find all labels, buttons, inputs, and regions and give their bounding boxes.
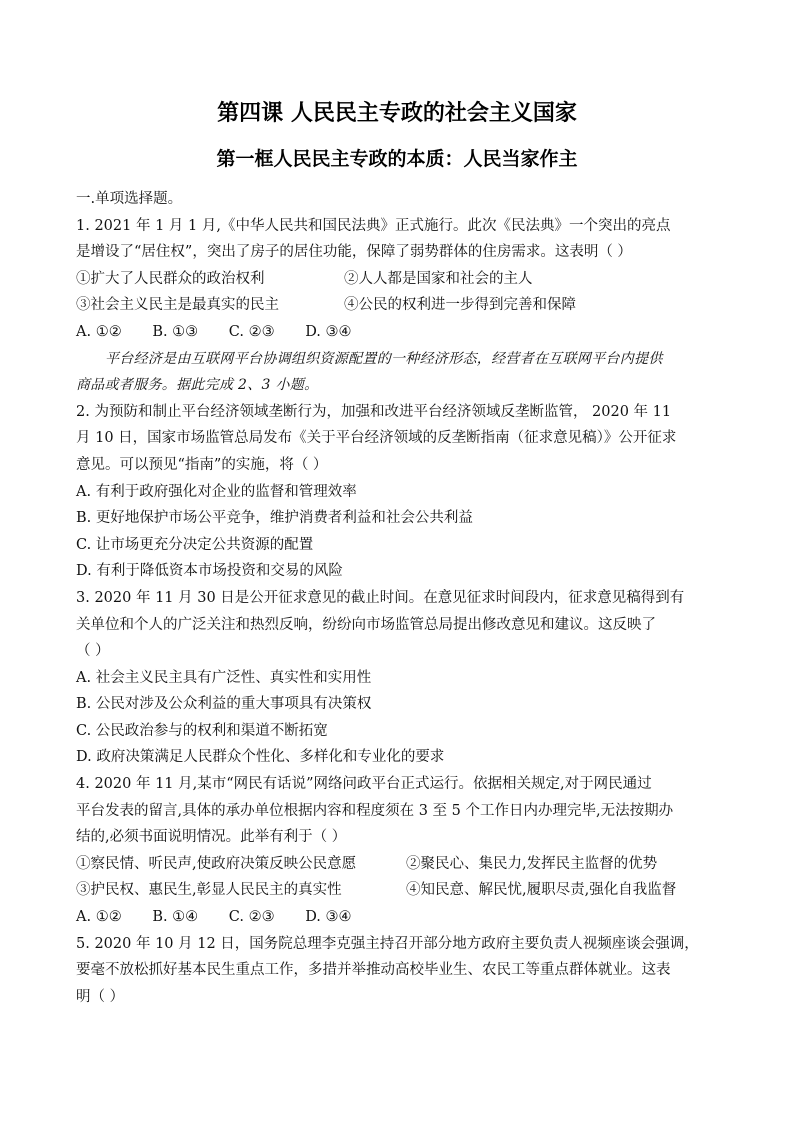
question-stem-line: 平台发表的留言,具体的承办单位根据内容和程度须在 3 至 5 个工作日内办理完毕,无法按期办 (76, 802, 674, 819)
choice-row (76, 292, 718, 319)
page-title: 第四课 人民民主专政的社会主义国家 (217, 100, 577, 126)
answer-option[interactable]: C. 公民政治参与的权利和渠道不断拓宽 (76, 722, 328, 739)
question-stem-line: 5. 2020 年 10 月 12 日，国务院总理李克强主持召开部分地方政府主要负责人视频座谈会强调， (76, 935, 699, 952)
answer-option[interactable]: A. 有利于政府强化对企业的监督和管理效率 (76, 483, 357, 500)
answer-option[interactable]: D. 有利于降低资本市场投资和交易的风险 (76, 563, 343, 580)
choice-item: ①扩大了人民群众的政治权利 (76, 270, 265, 287)
material-line: 商品或者服务。据此完成 2、3 小题。 (76, 377, 319, 394)
question-stem-line: （ ） (76, 643, 110, 660)
question-stem-line: 月 10 日，国家市场监管总局发布《关于平台经济领域的反垄断指南（征求意见稿）》公开征求 (76, 430, 677, 447)
question-list (76, 186, 718, 1010)
question-stem-line: 4. 2020 年 11 月,某市“网民有话说”网络问政平台正式运行。依据相关规定,对于网民通过 (76, 776, 652, 793)
material-line: 平台经济是由互联网平台协调组织资源配置的一种经济形态，经营者在互联网平台内提供 (105, 350, 663, 367)
choice-item: ②人人都是国家和社会的主人 (344, 270, 533, 287)
question-stem-line: 结的,必须书面说明情况。此举有利于（ ） (76, 829, 347, 846)
choice-item: ③护民权、惠民生,彰显人民民主的真实性 (76, 882, 342, 899)
choice-item: ④公民的权利进一步得到完善和保障 (344, 297, 576, 314)
answer-option[interactable]: B. 公民对涉及公众利益的重大事项具有决策权 (76, 696, 372, 713)
answer-option[interactable]: C. 让市场更充分决定公共资源的配置 (76, 536, 314, 553)
answer-options (76, 904, 718, 931)
answer-options (76, 319, 718, 346)
question-4 (76, 771, 718, 931)
answer-option[interactable]: C. ②③ (228, 909, 275, 926)
answer-option[interactable]: B. ①④ (152, 909, 199, 926)
choice-item: ④知民意、解民忧,履职尽责,强化自我监督 (406, 882, 677, 899)
question-stem-line: 意见。可以预见“指南”的实施，将（ ） (76, 456, 328, 473)
choice-row (76, 851, 718, 878)
choice-row (76, 266, 718, 293)
section-heading: 一.单项选择题。 (76, 191, 183, 207)
answer-option[interactable]: A. 社会主义民主具有广泛性、真实性和实用性 (76, 669, 372, 686)
reading-material (76, 346, 718, 399)
answer-option[interactable]: C. ②③ (228, 323, 275, 340)
question-stem-line: 要毫不放松抓好基本民生重点工作，多措并举推动高校毕业生、农民工等重点群体就业。这表 (76, 962, 671, 979)
answer-option[interactable]: D. ③④ (305, 909, 352, 926)
question-stem-line: 明（ ） (76, 988, 125, 1005)
question-2 (76, 399, 718, 585)
choice-item: ①察民情、听民声,使政府决策反映公民意愿 (76, 855, 357, 872)
choice-item: ②聚民心、集民力,发挥民主监督的优势 (406, 855, 658, 872)
question-stem-line: 是增设了“居住权”，突出了房子的居住功能，保障了弱势群体的住房需求。这表明（ ） (76, 244, 632, 261)
answer-option[interactable]: B. ①③ (152, 323, 199, 340)
answer-option[interactable]: B. 更好地保护市场公平竞争，维护消费者利益和社会公共利益 (76, 510, 473, 527)
answer-option[interactable]: D. ③④ (305, 323, 352, 340)
page-subtitle: 第一框人民民主专政的本质：人民当家作主 (216, 148, 578, 170)
question-stem-line: 1. 2021 年 1 月 1 月,《中华人民共和国民法典》正式施行。此次《民法典》一个突出的亮点 (76, 217, 671, 234)
question-5 (76, 931, 718, 1011)
choice-item: ③社会主义民主是最真实的民主 (76, 297, 279, 314)
question-stem-line: 关单位和个人的广泛关注和热烈反响，纷纷向市场监管总局提出修改意见和建议。这反映了 (76, 616, 656, 633)
question-stem-line: 3. 2020 年 11 月 30 日是公开征求意见的截止时间。在意见征求时间段内，征求意见稿得到有 (76, 589, 685, 606)
answer-option[interactable]: A. ①② (76, 909, 122, 926)
question-3 (76, 585, 718, 771)
question-stem-line: 2. 为预防和制止平台经济领域垄断行为，加强和改进平台经济领域反垄断监管， 2020 年 11 (76, 403, 672, 420)
answer-option[interactable]: D. 政府决策满足人民群众个性化、多样化和专业化的要求 (76, 749, 445, 766)
choice-row (76, 877, 718, 904)
answer-option[interactable]: A. ①② (76, 323, 122, 340)
question-1 (76, 213, 718, 346)
